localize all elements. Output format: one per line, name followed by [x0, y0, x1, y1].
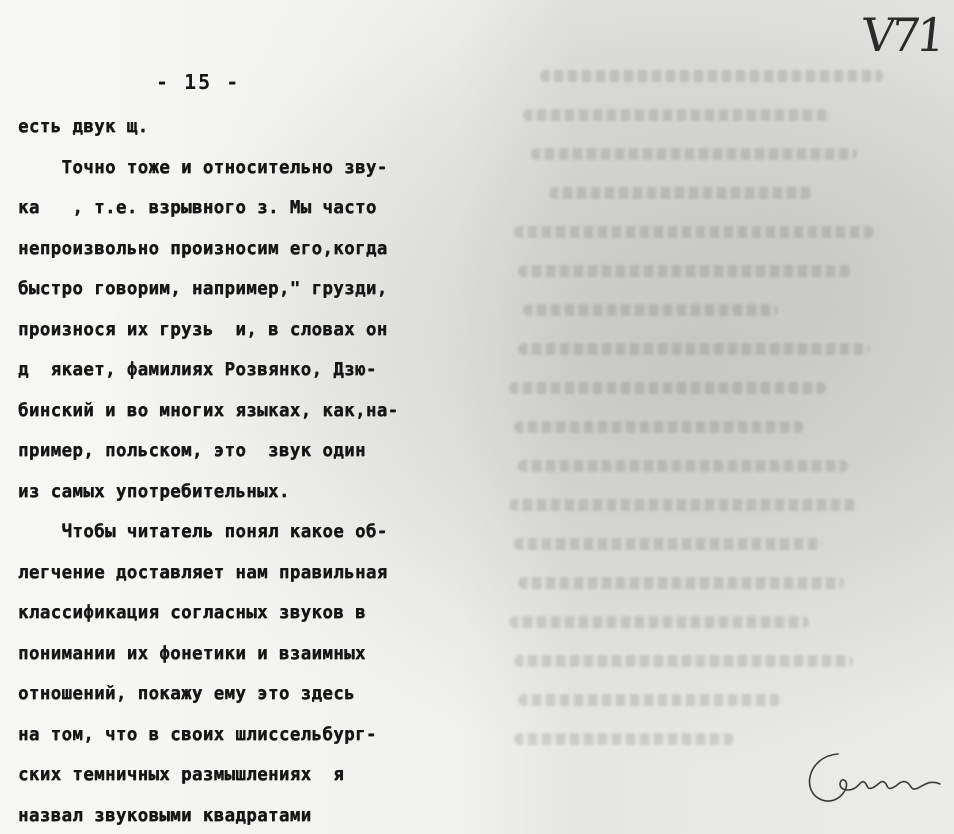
page-number: - 15 -	[156, 70, 241, 94]
text-line: легчение доставляет нам правильная	[18, 562, 388, 583]
text-line: Чтобы читатель понял какое об-	[18, 522, 388, 542]
text-line: непроизвольно произносим его,когда	[18, 238, 388, 259]
text-line: ских темничных размышлениях я	[18, 765, 345, 785]
text-line: бинский и во многих языках, как,на-	[18, 400, 399, 421]
text-line: классификация согласных звуков в	[18, 603, 366, 623]
typewritten-text	[18, 112, 488, 834]
text-line: понимании их фонетики и взаимных	[18, 643, 366, 664]
text-line: назвал звуковыми квадратами	[18, 805, 312, 826]
archive-folio-mark: V71	[859, 8, 945, 62]
text-line: из самых употребительных.	[18, 481, 290, 502]
text-line: быстро говорим, например," грузди,	[18, 279, 388, 299]
text-line: отношений, покажу ему это здесь	[18, 684, 355, 704]
text-line: пример, польском, это звук один	[18, 441, 366, 461]
text-line: ка , т.е. взрывного з. Мы часто	[18, 198, 377, 218]
text-line: д якает, фамилиях Розвянко, Дзю-	[18, 360, 377, 380]
text-line: произнося их грузь и, в словах он	[18, 319, 388, 340]
handwritten-signature-icon	[800, 744, 950, 814]
text-line: есть двук щ.	[18, 117, 149, 137]
text-line: Точно тоже и относительно зву-	[18, 157, 388, 178]
bleed-through-text	[505, 70, 945, 810]
text-line: на том, что в своих шлиссельбург-	[18, 724, 377, 745]
